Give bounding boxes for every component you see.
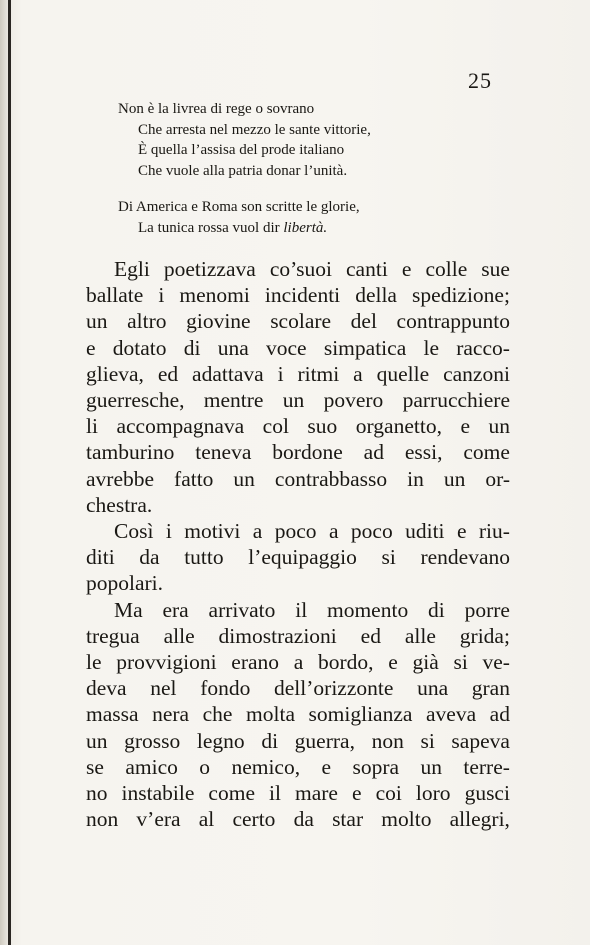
prose-line xyxy=(86,754,510,780)
prose-word: un xyxy=(443,466,466,491)
prose-word: i xyxy=(158,283,165,308)
prose-word: co’suoi xyxy=(269,257,332,281)
prose-line xyxy=(86,466,510,492)
prose-word: le xyxy=(86,650,102,675)
prose-word: col xyxy=(262,414,289,439)
prose-word: a xyxy=(293,650,304,675)
prose-word: no xyxy=(86,781,108,806)
prose-line xyxy=(86,806,510,832)
prose-word: una xyxy=(417,676,449,701)
prose-word: racco- xyxy=(456,335,510,360)
prose-word: tamburino xyxy=(86,440,175,465)
prose-word: ballate xyxy=(86,283,144,308)
prose-line xyxy=(86,544,510,570)
prose-word: un xyxy=(233,466,255,491)
prose-word: coi xyxy=(375,781,402,806)
prose-line xyxy=(86,308,510,334)
prose-word: grida; xyxy=(459,623,510,648)
prose-word: poco xyxy=(350,519,393,544)
prose-word: dotato xyxy=(112,335,167,360)
prose-word: guerresche, xyxy=(86,388,185,413)
prose-word: le xyxy=(423,335,439,360)
prose-word: canzoni xyxy=(443,361,510,386)
prose-word: a xyxy=(353,361,363,386)
prose-word: un xyxy=(282,388,305,413)
prose-word: avrebbe xyxy=(86,466,155,491)
prose-word: alle xyxy=(404,623,436,648)
prose-word: mare xyxy=(295,781,338,806)
prose-word: giovine xyxy=(186,309,251,334)
prose-word: di xyxy=(183,335,201,360)
prose-word: un xyxy=(86,309,108,334)
prose-block xyxy=(86,256,510,832)
prose-line xyxy=(86,439,510,465)
prose-word: gran xyxy=(471,676,510,701)
prose-line xyxy=(86,780,510,806)
prose-line xyxy=(86,623,510,649)
prose-word: glieva, xyxy=(86,361,144,386)
prose-line xyxy=(86,387,510,413)
prose-line xyxy=(86,335,510,361)
poem-line: Che vuole alla patria donar l’unità. xyxy=(138,162,348,179)
prose-word: scolare xyxy=(270,309,332,334)
prose-word: organetto, xyxy=(355,414,442,439)
prose-word: era xyxy=(162,597,189,622)
prose-word: tutto xyxy=(184,545,224,570)
prose-word: del xyxy=(350,309,377,334)
prose-word: legno xyxy=(196,728,245,753)
prose-word: già xyxy=(412,650,439,675)
prose-word: e xyxy=(321,754,332,779)
prose-word: bordo, xyxy=(317,650,374,675)
prose-word: provvigioni xyxy=(116,650,217,675)
prose-line: popolari. xyxy=(86,571,164,596)
prose-word: loro xyxy=(415,781,451,806)
prose-word: nel xyxy=(150,676,177,701)
prose-word: al xyxy=(198,807,215,832)
prose-word: porre xyxy=(464,597,510,622)
prose-line xyxy=(86,282,510,308)
binding-shadow xyxy=(0,0,8,945)
prose-word: i xyxy=(165,519,172,544)
prose-line xyxy=(86,728,510,754)
prose-word: contrappunto xyxy=(396,309,510,334)
prose-word: bordone xyxy=(272,440,343,465)
prose-word: motivi xyxy=(184,519,241,544)
prose-word: fondo xyxy=(200,676,251,701)
prose-word: parrucchiere xyxy=(402,388,510,413)
prose-word: amico xyxy=(125,754,178,779)
prose-word: a xyxy=(252,519,263,544)
prose-word: e xyxy=(456,519,467,544)
prose-word: grosso xyxy=(124,728,181,753)
prose-word: da xyxy=(293,807,314,832)
prose-word: non xyxy=(371,728,404,753)
prose-word: povero xyxy=(323,388,384,413)
prose-word: instabile xyxy=(121,781,195,806)
prose-word: voce xyxy=(266,335,307,360)
binding-edge xyxy=(8,0,11,945)
prose-word: o xyxy=(199,754,211,779)
prose-word: sopra xyxy=(352,754,400,779)
prose-word: allegri, xyxy=(449,807,510,832)
prose-word: Egli xyxy=(114,257,150,281)
prose-word: diti xyxy=(86,545,115,570)
prose-word: terre- xyxy=(463,754,510,779)
prose-word: e xyxy=(460,414,470,439)
prose-word: un xyxy=(488,414,510,439)
prose-word: come xyxy=(208,781,255,806)
prose-word: riu- xyxy=(478,519,510,544)
prose-word: si xyxy=(420,728,435,753)
poem-block xyxy=(118,99,478,238)
prose-word: poetizzava xyxy=(163,257,256,281)
prose-word: che xyxy=(202,702,233,727)
prose-word: star xyxy=(332,807,364,832)
prose-word: e xyxy=(86,335,96,360)
prose-line xyxy=(86,701,510,727)
poem-italic-word: libertà. xyxy=(283,219,328,236)
prose-word: ad xyxy=(489,702,510,727)
prose-word: somiglianza xyxy=(308,702,413,727)
page-number: 25 xyxy=(468,68,492,93)
prose-word: nera xyxy=(152,702,190,727)
prose-word: ed xyxy=(157,361,179,386)
prose-word: mentre xyxy=(203,388,264,413)
prose-word: menomi xyxy=(179,283,250,308)
prose-word: adattava xyxy=(192,361,264,386)
prose-word: sapeva xyxy=(451,728,510,753)
prose-word: massa xyxy=(86,702,139,727)
prose-line xyxy=(86,649,510,675)
prose-word: accompagnava xyxy=(116,414,245,439)
prose-word: suo xyxy=(307,414,338,439)
prose-word: gusci xyxy=(464,781,510,806)
poem-line: È quella l’assisa del prode italiano xyxy=(138,142,345,158)
prose-word: come xyxy=(463,440,510,465)
prose-word: li xyxy=(86,414,98,439)
prose-word: dell’orizzonte xyxy=(274,676,394,701)
prose-word: tregua xyxy=(86,623,140,648)
prose-word: a xyxy=(328,519,339,544)
prose-line xyxy=(86,597,510,623)
prose-word: erano xyxy=(231,650,280,675)
prose-word: ed xyxy=(360,623,381,648)
prose-word: ve- xyxy=(482,650,510,675)
prose-word: quelle xyxy=(376,361,430,386)
prose-word: contrabbasso xyxy=(274,466,388,491)
prose-word: ritmi xyxy=(297,361,340,386)
prose-word: or- xyxy=(485,466,510,491)
prose-word: della xyxy=(355,283,397,308)
prose-word: rendevano xyxy=(420,545,510,570)
prose-line: chestra. xyxy=(86,492,153,517)
prose-word: fatto xyxy=(174,466,214,491)
prose-word: sue xyxy=(481,257,510,281)
poem-line: Di America e Roma son scritte le glorie, xyxy=(118,199,360,215)
prose-word: molto xyxy=(381,807,432,832)
prose-word: incidenti xyxy=(264,283,341,308)
prose-line xyxy=(86,413,510,439)
prose-word: teneva xyxy=(195,440,252,465)
prose-word: l’equipaggio xyxy=(248,545,357,570)
prose-word: si xyxy=(381,545,396,570)
prose-word: una xyxy=(217,335,249,360)
prose-word: guerra, xyxy=(294,728,355,753)
prose-word: un xyxy=(420,754,442,779)
prose-word: il xyxy=(269,781,281,806)
poem-line: Non è la livrea di rege o sovrano xyxy=(118,101,315,117)
prose-word: colle xyxy=(425,257,468,281)
prose-word: Ma xyxy=(114,597,143,622)
prose-word: uditi xyxy=(405,519,445,544)
poem-line xyxy=(118,218,478,239)
prose-word: v’era xyxy=(136,807,181,832)
prose-word: se xyxy=(86,754,104,779)
prose-line xyxy=(86,256,510,282)
prose-word: da xyxy=(139,545,160,570)
prose-line xyxy=(86,518,510,544)
prose-word: alle xyxy=(163,623,195,648)
prose-word: ad xyxy=(363,440,384,465)
prose-word: dimostrazioni xyxy=(218,623,337,648)
prose-word: Così xyxy=(114,519,154,544)
poem-line: Che arresta nel mezzo le sante vittorie, xyxy=(138,121,371,138)
prose-word: spedizione; xyxy=(412,283,510,308)
prose-word: simpatica xyxy=(323,335,407,360)
prose-word: arrivato xyxy=(208,597,276,622)
prose-word: il xyxy=(295,597,308,622)
prose-word: di xyxy=(261,728,279,753)
prose-word: certo xyxy=(232,807,276,832)
prose-line xyxy=(86,361,510,387)
prose-word: e xyxy=(388,650,398,675)
prose-word: canti xyxy=(346,257,388,281)
prose-word: e xyxy=(352,781,362,806)
stanza-gap xyxy=(118,181,478,197)
prose-word: nemico, xyxy=(231,754,301,779)
prose-line xyxy=(86,675,510,701)
prose-word: si xyxy=(453,650,468,675)
poem-text: La tunica rossa vuol dir xyxy=(138,219,280,236)
prose-word: altro xyxy=(127,309,167,334)
prose-word: molta xyxy=(246,702,295,727)
prose-word: di xyxy=(428,597,445,622)
prose-word: e xyxy=(401,257,412,281)
prose-word: in xyxy=(407,466,424,491)
prose-word: essi, xyxy=(404,440,443,465)
prose-word: un xyxy=(86,728,108,753)
prose-word: deva xyxy=(86,676,127,701)
prose-word: i xyxy=(277,361,284,386)
prose-word: aveva xyxy=(425,702,477,727)
prose-word: non xyxy=(86,807,119,832)
prose-word: momento xyxy=(326,597,409,622)
prose-word: poco xyxy=(274,519,317,544)
